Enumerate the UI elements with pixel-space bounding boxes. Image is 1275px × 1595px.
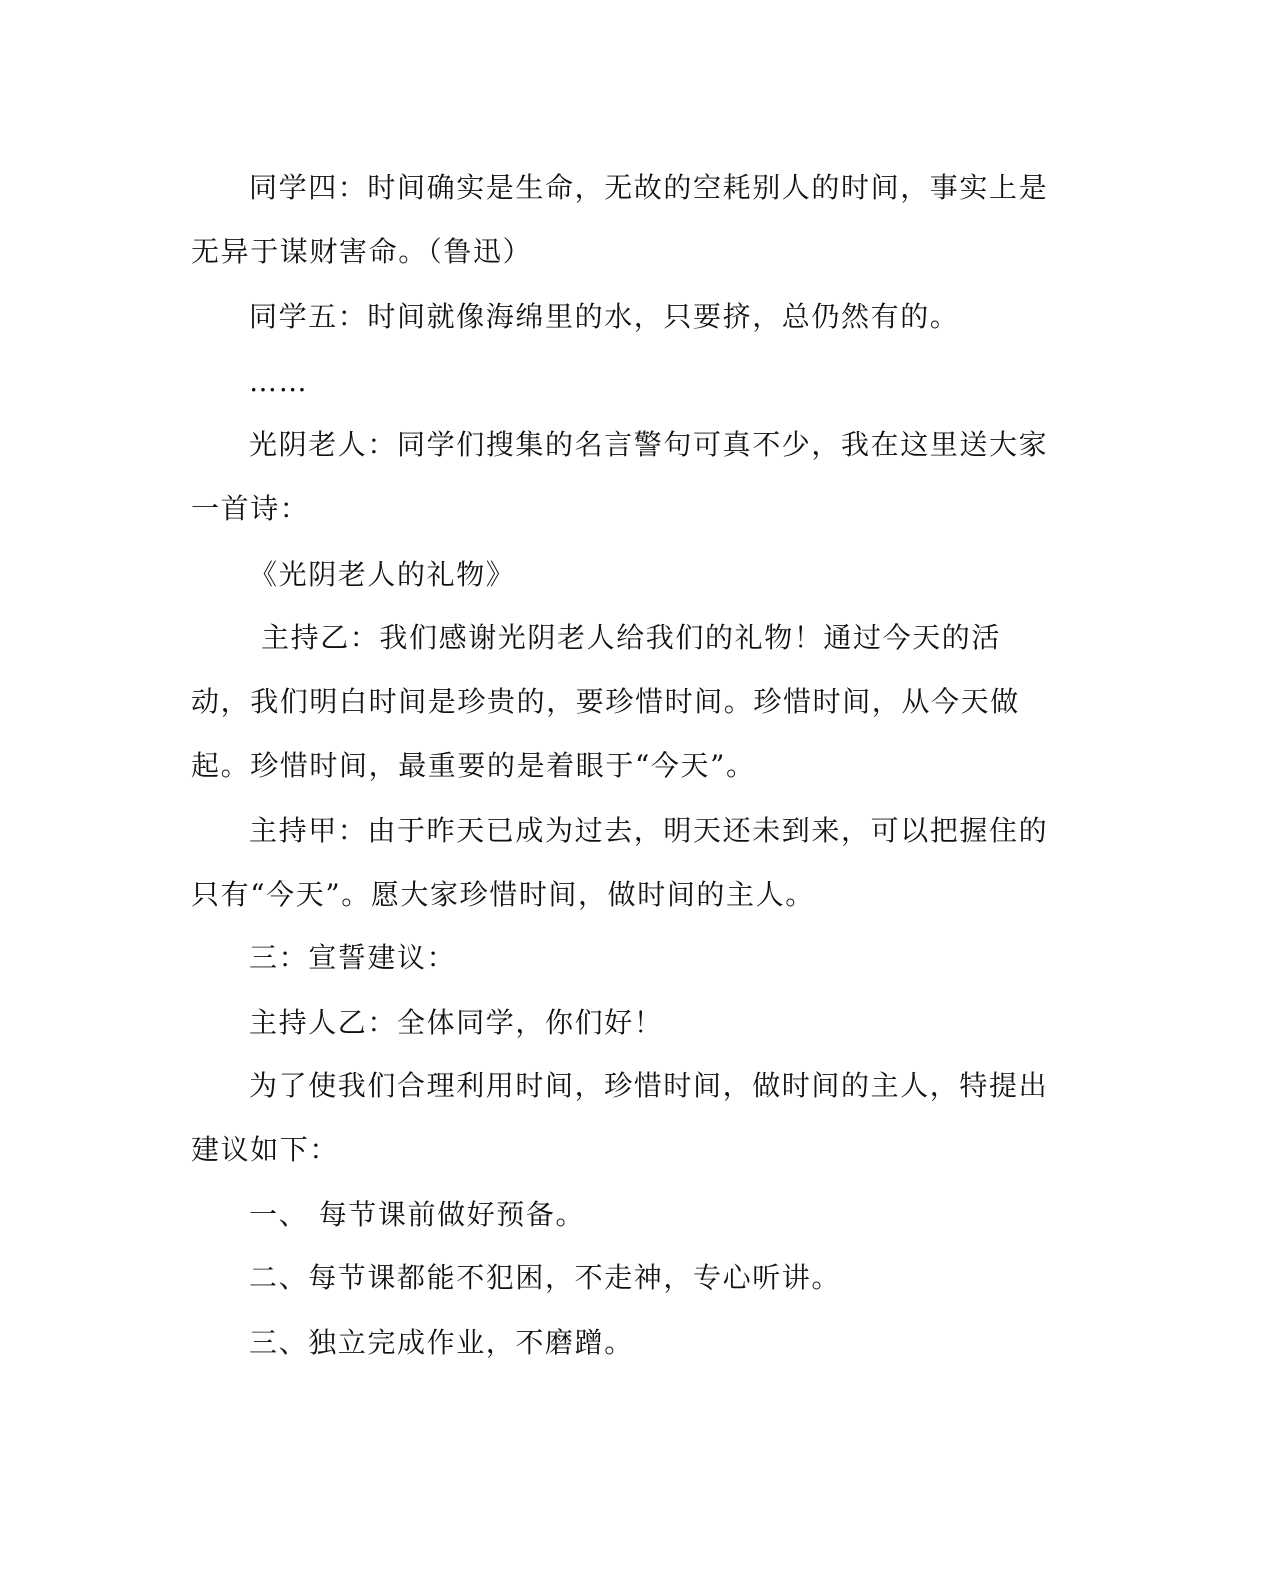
paragraph-student-five-quote: 同学五：时间就像海绵里的水，只要挤，总仍然有的。 xyxy=(249,300,960,333)
list-item-one: 一、 每节课前做好预备。 xyxy=(249,1198,586,1231)
paragraph-host-b-greeting: 主持人乙：全体同学，你们好！ xyxy=(249,1006,664,1039)
paragraph-ellipsis: …… xyxy=(249,365,309,398)
paragraph-host-a: 主持甲：由于昨天已成为过去，明天还未到来，可以把握住的只有“今天”。愿大家珍惜时间，做时间的主人。 xyxy=(191,814,1049,911)
paragraph-host-b-thanks: 主持乙：我们感谢光阴老人给我们的礼物！通过今天的活动，我们明白时间是珍贵的，要珍惜时间。珍惜时间，从今天做起。珍惜时间，最重要的是着眼于“今天”。 xyxy=(191,621,1020,782)
poem-title: 《光阴老人的礼物》 xyxy=(249,558,516,591)
list-item-two: 二、每节课都能不犯困，不走神，专心听讲。 xyxy=(249,1261,842,1294)
paragraph-student-four-quote: 同学四：时间确实是生命，无故的空耗别人的时间，事实上是无异于谋财害命。（鲁迅） xyxy=(191,171,1049,268)
paragraph-old-man-of-time: 光阴老人：同学们搜集的名言警句可真不少，我在这里送大家一首诗： xyxy=(191,428,1049,525)
paragraph-proposal-intro: 为了使我们合理利用时间，珍惜时间，做时间的主人，特提出建议如下： xyxy=(191,1069,1049,1166)
list-item-three: 三、独立完成作业，不磨蹭。 xyxy=(249,1326,634,1359)
section-heading-pledge: 三：宣誓建议： xyxy=(249,941,457,974)
